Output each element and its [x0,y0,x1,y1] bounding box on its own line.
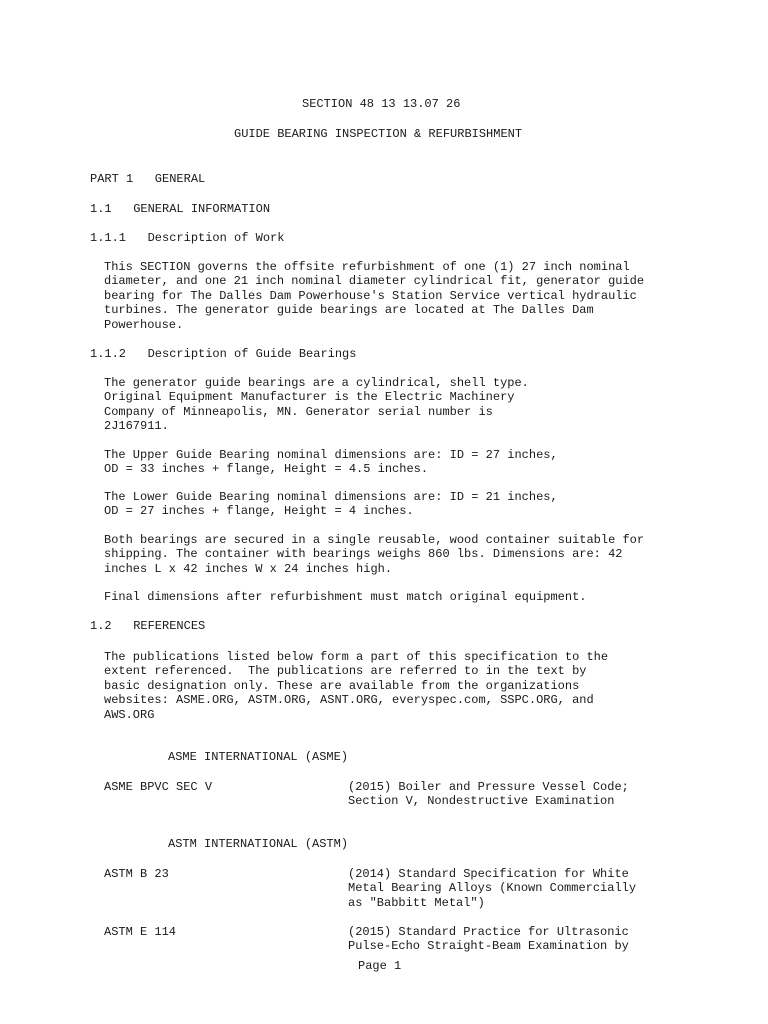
reference-id: ASTM E 114 [104,925,177,939]
paragraph-bearing-description: The generator guide bearings are a cylindrical, shell type. Original Equipment Manufacturer is the Electric Machinery Company of Minneapolis, MN. Generator serial number is 2J167911. [104,376,529,434]
paragraph-lower-bearing: The Lower Guide Bearing nominal dimensions are: ID = 21 inches, OD = 27 inches + flange, Height = 4 inches. [104,490,558,519]
part-heading: PART 1 GENERAL [90,172,206,186]
reference-id: ASME BPVC SEC V [104,780,213,794]
paragraph-upper-bearing: The Upper Guide Bearing nominal dimensions are: ID = 27 inches, OD = 33 inches + flange, Height = 4.5 inches. [104,448,558,477]
reference-description: (2015) Boiler and Pressure Vessel Code; Section V, Nondestructive Examination [348,780,629,809]
heading-1-1: 1.1 GENERAL INFORMATION [90,202,271,216]
heading-1-1-1: 1.1.1 Description of Work [90,231,285,245]
paragraph-container: Both bearings are secured in a single reusable, wood container suitable for shipping. The container with bearings weighs 860 lbs. Dimensions are: 42 inches L x 42 inches W x 24 inches high. [104,533,645,576]
heading-1-2: 1.2 REFERENCES [90,619,206,633]
paragraph-references: The publications listed below form a part of this specification to the extent referenced. The publications are referred to in the text by basic designation only. These are available from the organizations websites: ASME.ORG, ASTM.ORG, ASNT.ORG, everyspec.com, SSPC.ORG, and AWS.ORG [104,650,609,722]
heading-1-1-2: 1.1.2 Description of Guide Bearings [90,347,357,361]
section-title: GUIDE BEARING INSPECTION & REFURBISHMENT [234,127,523,141]
reference-description: (2015) Standard Practice for Ultrasonic Pulse-Echo Straight-Beam Examination by [348,925,629,954]
reference-id: ASTM B 23 [104,867,169,881]
page-number: Page 1 [358,959,402,973]
org-heading-astm: ASTM INTERNATIONAL (ASTM) [168,837,349,851]
section-number: SECTION 48 13 13.07 26 [302,97,461,111]
paragraph-description-of-work: This SECTION governs the offsite refurbishment of one (1) 27 inch nominal diameter, and one 21 inch nominal diameter cylindrical fit, generator guide bearing for The Dalles Dam Powerhouse's Station Service vertical hydraulic turbines. The generator guide bearings are located at The Dalles Dam Powerhouse. [104,260,645,332]
paragraph-final-dimensions: Final dimensions after refurbishment must match original equipment. [104,590,587,604]
reference-description: (2014) Standard Specification for White Metal Bearing Alloys (Known Commercially as "Babbitt Metal") [348,867,637,910]
org-heading-asme: ASME INTERNATIONAL (ASME) [168,750,349,764]
